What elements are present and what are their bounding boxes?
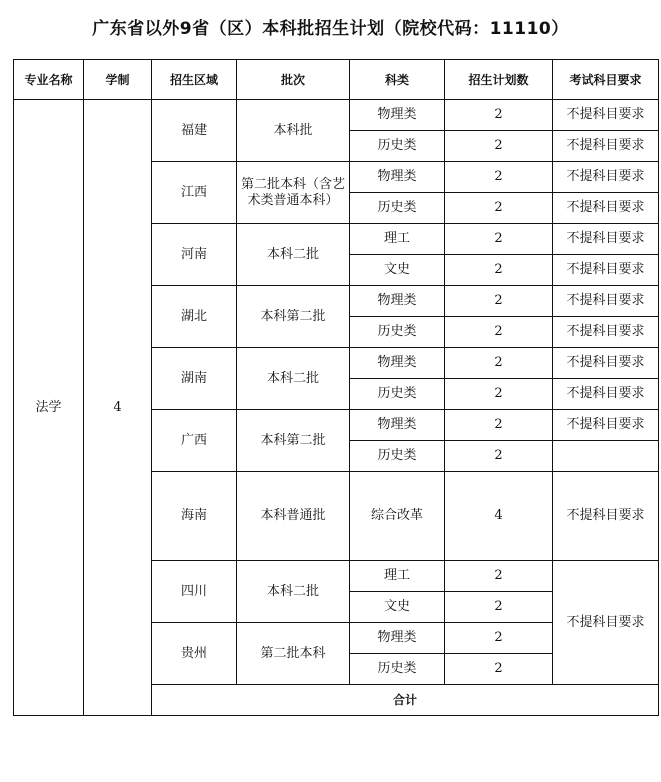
requirement-cell: 不提科目要求: [553, 131, 659, 162]
subject-cell: 综合改革: [350, 472, 445, 561]
count-cell: 2: [445, 441, 553, 472]
duration-cell: 4: [84, 100, 152, 716]
count-cell: 2: [445, 193, 553, 224]
count-cell: 2: [445, 100, 553, 131]
batch-cell: 第二批本科（含艺术类普通本科）: [237, 162, 350, 224]
count-cell: 2: [445, 131, 553, 162]
requirement-cell: 不提科目要求: [553, 100, 659, 131]
requirement-cell: [553, 441, 659, 472]
header-major: 专业名称: [14, 60, 84, 100]
header-plan-count: 招生计划数: [445, 60, 553, 100]
count-cell: 2: [445, 348, 553, 379]
requirement-cell: 不提科目要求: [553, 193, 659, 224]
batch-cell: 本科二批: [237, 224, 350, 286]
subject-cell: 历史类: [350, 441, 445, 472]
total-label: 合计: [152, 685, 659, 716]
major-cell: 法学: [14, 100, 84, 716]
region-cell: 湖北: [152, 286, 237, 348]
region-cell: 湖南: [152, 348, 237, 410]
subject-cell: 物理类: [350, 348, 445, 379]
count-cell: 2: [445, 654, 553, 685]
count-cell: 2: [445, 592, 553, 623]
subject-cell: 物理类: [350, 623, 445, 654]
requirement-cell: 不提科目要求: [553, 348, 659, 379]
count-cell: 2: [445, 410, 553, 441]
count-cell: 2: [445, 224, 553, 255]
region-cell: 河南: [152, 224, 237, 286]
header-exam-requirement: 考试科目要求: [553, 60, 659, 100]
region-cell: 江西: [152, 162, 237, 224]
subject-cell: 理工: [350, 224, 445, 255]
requirement-cell: 不提科目要求: [553, 379, 659, 410]
count-cell: 2: [445, 561, 553, 592]
subject-cell: 物理类: [350, 410, 445, 441]
header-duration: 学制: [84, 60, 152, 100]
batch-cell: 本科第二批: [237, 286, 350, 348]
enrollment-plan-table: [13, 59, 659, 716]
requirement-cell: 不提科目要求: [553, 255, 659, 286]
page-title: 广东省以外9省（区）本科批招生计划（院校代码：11110）: [92, 19, 569, 39]
region-cell: 海南: [152, 472, 237, 561]
subject-cell: 历史类: [350, 317, 445, 348]
requirement-cell: 不提科目要求: [553, 317, 659, 348]
header-row: [14, 60, 659, 100]
requirement-cell: 不提科目要求: [553, 162, 659, 193]
subject-cell: 文史: [350, 592, 445, 623]
batch-cell: 本科二批: [237, 561, 350, 623]
requirement-merged-cell: 不提科目要求: [553, 561, 659, 685]
header-subject: 科类: [350, 60, 445, 100]
count-cell: 2: [445, 286, 553, 317]
count-cell: 2: [445, 379, 553, 410]
header-batch: 批次: [237, 60, 350, 100]
requirement-cell: 不提科目要求: [553, 410, 659, 441]
table-row: [14, 100, 659, 131]
batch-cell: 第二批本科: [237, 623, 350, 685]
subject-cell: 物理类: [350, 286, 445, 317]
batch-cell: 本科第二批: [237, 410, 350, 472]
count-cell: 2: [445, 317, 553, 348]
subject-cell: 物理类: [350, 100, 445, 131]
region-cell: 四川: [152, 561, 237, 623]
count-cell: 4: [445, 472, 553, 561]
subject-cell: 文史: [350, 255, 445, 286]
region-cell: 福建: [152, 100, 237, 162]
region-cell: 贵州: [152, 623, 237, 685]
batch-cell: 本科二批: [237, 348, 350, 410]
batch-cell: 本科普通批: [237, 472, 350, 561]
count-cell: 2: [445, 255, 553, 286]
subject-cell: 历史类: [350, 379, 445, 410]
header-region: 招生区域: [152, 60, 237, 100]
subject-cell: 历史类: [350, 131, 445, 162]
requirement-cell: 不提科目要求: [553, 286, 659, 317]
requirement-cell: 不提科目要求: [553, 472, 659, 561]
subject-cell: 历史类: [350, 654, 445, 685]
count-cell: 2: [445, 162, 553, 193]
count-cell: 2: [445, 623, 553, 654]
subject-cell: 理工: [350, 561, 445, 592]
subject-cell: 物理类: [350, 162, 445, 193]
batch-cell: 本科批: [237, 100, 350, 162]
requirement-cell: 不提科目要求: [553, 224, 659, 255]
subject-cell: 历史类: [350, 193, 445, 224]
region-cell: 广西: [152, 410, 237, 472]
